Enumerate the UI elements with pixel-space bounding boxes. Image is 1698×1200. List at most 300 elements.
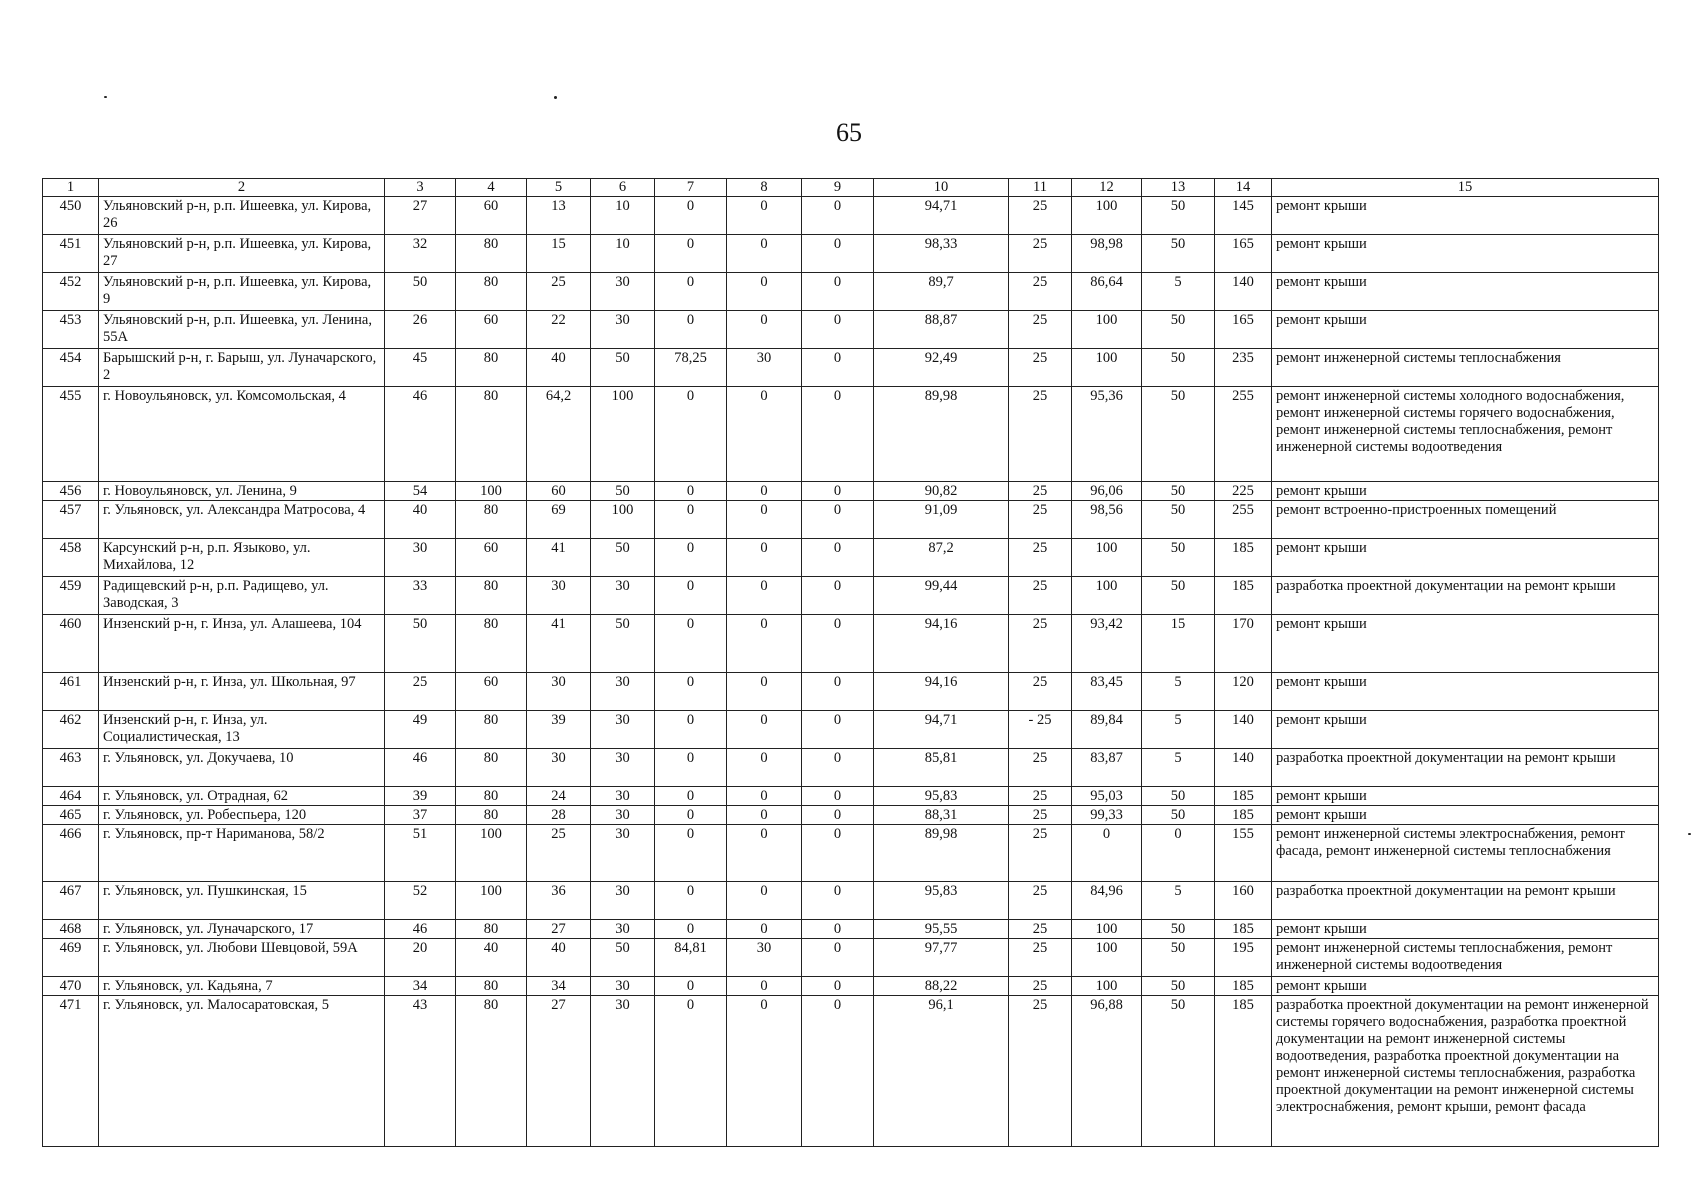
cell-row-number: 452	[43, 273, 99, 311]
column-header-4: 4	[456, 179, 527, 197]
cell-col-4: 80	[456, 749, 527, 787]
cell-col-13: 50	[1142, 939, 1215, 977]
cell-col-5: 64,2	[527, 387, 591, 482]
cell-col-7: 0	[655, 577, 727, 615]
cell-col-14: 185	[1215, 920, 1272, 939]
cell-col-10: 88,87	[874, 311, 1009, 349]
cell-col-10: 95,83	[874, 882, 1009, 920]
cell-work-description: разработка проектной документации на ремонт инженерной системы горячего водоснабжения, разработка проектной документации на ремонт инженерной системы водоотведения, разработка проектной документации на ремонт инженерной системы теплоснабжения, разработка проектной документации на ремонт инженерной системы электроснабжения, ремонт крыши, ремонт фасада	[1272, 996, 1659, 1147]
cell-work-description: ремонт крыши	[1272, 197, 1659, 235]
cell-col-12: 100	[1072, 920, 1142, 939]
cell-address: Карсунский р-н, р.п. Языково, ул. Михайлова, 12	[99, 539, 385, 577]
cell-col-13: 50	[1142, 787, 1215, 806]
cell-col-4: 60	[456, 197, 527, 235]
cell-col-8: 0	[727, 825, 802, 882]
cell-col-4: 80	[456, 349, 527, 387]
cell-col-10: 87,2	[874, 539, 1009, 577]
cell-col-11: 25	[1009, 311, 1072, 349]
cell-address: г. Ульяновск, ул. Любови Шевцовой, 59А	[99, 939, 385, 977]
cell-col-3: 51	[385, 825, 456, 882]
cell-work-description: ремонт крыши	[1272, 615, 1659, 673]
cell-col-5: 60	[527, 482, 591, 501]
table-row	[43, 996, 1659, 1147]
cell-col-4: 80	[456, 273, 527, 311]
cell-col-7: 0	[655, 825, 727, 882]
column-header-9: 9	[802, 179, 874, 197]
column-header-7: 7	[655, 179, 727, 197]
cell-col-14: 165	[1215, 235, 1272, 273]
cell-col-7: 0	[655, 673, 727, 711]
table-row	[43, 197, 1659, 235]
cell-col-3: 52	[385, 882, 456, 920]
cell-col-11: 25	[1009, 806, 1072, 825]
cell-col-13: 50	[1142, 349, 1215, 387]
cell-col-8: 0	[727, 387, 802, 482]
cell-col-10: 90,82	[874, 482, 1009, 501]
cell-col-7: 0	[655, 539, 727, 577]
header-row	[43, 179, 1659, 197]
cell-col-13: 5	[1142, 882, 1215, 920]
cell-col-9: 0	[802, 787, 874, 806]
cell-col-13: 50	[1142, 920, 1215, 939]
cell-col-11: 25	[1009, 749, 1072, 787]
cell-col-7: 0	[655, 482, 727, 501]
cell-col-9: 0	[802, 387, 874, 482]
cell-col-4: 80	[456, 501, 527, 539]
column-header-12: 12	[1072, 179, 1142, 197]
cell-row-number: 451	[43, 235, 99, 273]
cell-col-8: 30	[727, 349, 802, 387]
cell-col-6: 10	[591, 235, 655, 273]
cell-col-6: 50	[591, 939, 655, 977]
data-table	[42, 178, 1659, 1147]
cell-work-description: ремонт встроенно-пристроенных помещений	[1272, 501, 1659, 539]
cell-col-12: 96,88	[1072, 996, 1142, 1147]
cell-work-description: ремонт инженерной системы электроснабжения, ремонт фасада, ремонт инженерной системы теплоснабжения	[1272, 825, 1659, 882]
cell-col-7: 0	[655, 387, 727, 482]
table-row	[43, 711, 1659, 749]
cell-col-3: 37	[385, 806, 456, 825]
cell-col-7: 78,25	[655, 349, 727, 387]
cell-col-6: 30	[591, 920, 655, 939]
cell-row-number: 458	[43, 539, 99, 577]
cell-col-4: 100	[456, 882, 527, 920]
cell-col-5: 13	[527, 197, 591, 235]
cell-col-3: 54	[385, 482, 456, 501]
cell-col-6: 30	[591, 311, 655, 349]
cell-col-13: 5	[1142, 673, 1215, 711]
cell-col-6: 50	[591, 349, 655, 387]
cell-row-number: 453	[43, 311, 99, 349]
cell-col-11: 25	[1009, 920, 1072, 939]
cell-col-6: 30	[591, 825, 655, 882]
table-row	[43, 939, 1659, 977]
table-row	[43, 311, 1659, 349]
cell-address: г. Новоульяновск, ул. Комсомольская, 4	[99, 387, 385, 482]
cell-row-number: 455	[43, 387, 99, 482]
cell-row-number: 471	[43, 996, 99, 1147]
cell-row-number: 466	[43, 825, 99, 882]
cell-col-13: 50	[1142, 806, 1215, 825]
column-header-3: 3	[385, 179, 456, 197]
cell-col-5: 27	[527, 920, 591, 939]
cell-work-description: ремонт инженерной системы теплоснабжения, ремонт инженерной системы водоотведения	[1272, 939, 1659, 977]
cell-col-3: 39	[385, 787, 456, 806]
cell-col-14: 185	[1215, 577, 1272, 615]
cell-col-4: 80	[456, 711, 527, 749]
cell-col-14: 255	[1215, 387, 1272, 482]
cell-col-10: 89,7	[874, 273, 1009, 311]
cell-col-8: 0	[727, 749, 802, 787]
cell-col-3: 32	[385, 235, 456, 273]
cell-work-description: ремонт инженерной системы теплоснабжения	[1272, 349, 1659, 387]
cell-col-6: 50	[591, 615, 655, 673]
cell-col-6: 100	[591, 387, 655, 482]
cell-col-11: 25	[1009, 501, 1072, 539]
cell-col-13: 50	[1142, 311, 1215, 349]
cell-col-12: 100	[1072, 311, 1142, 349]
table-row	[43, 673, 1659, 711]
cell-col-8: 0	[727, 711, 802, 749]
cell-col-11: 25	[1009, 197, 1072, 235]
cell-col-14: 140	[1215, 711, 1272, 749]
cell-col-13: 15	[1142, 615, 1215, 673]
cell-col-4: 40	[456, 939, 527, 977]
cell-work-description: разработка проектной документации на ремонт крыши	[1272, 749, 1659, 787]
table-row	[43, 825, 1659, 882]
cell-work-description: ремонт крыши	[1272, 273, 1659, 311]
cell-col-9: 0	[802, 711, 874, 749]
cell-col-9: 0	[802, 501, 874, 539]
cell-work-description: ремонт инженерной системы холодного водоснабжения, ремонт инженерной системы горячего водоснабжения, ремонт инженерной системы теплоснабжения, ремонт инженерной системы водоотведения	[1272, 387, 1659, 482]
table-body	[43, 197, 1659, 1147]
cell-col-14: 225	[1215, 482, 1272, 501]
table-row	[43, 349, 1659, 387]
cell-col-3: 33	[385, 577, 456, 615]
cell-col-14: 195	[1215, 939, 1272, 977]
cell-col-12: 100	[1072, 349, 1142, 387]
cell-col-5: 41	[527, 539, 591, 577]
cell-col-14: 185	[1215, 787, 1272, 806]
cell-address: Инзенский р-н, г. Инза, ул. Школьная, 97	[99, 673, 385, 711]
cell-row-number: 457	[43, 501, 99, 539]
cell-col-4: 80	[456, 977, 527, 996]
cell-address: Инзенский р-н, г. Инза, ул. Социалистическая, 13	[99, 711, 385, 749]
column-header-13: 13	[1142, 179, 1215, 197]
cell-col-4: 80	[456, 577, 527, 615]
cell-col-13: 50	[1142, 501, 1215, 539]
cell-address: Радищевский р-н, р.п. Радищево, ул. Заводская, 3	[99, 577, 385, 615]
cell-col-7: 0	[655, 996, 727, 1147]
cell-col-12: 93,42	[1072, 615, 1142, 673]
cell-col-13: 50	[1142, 482, 1215, 501]
cell-col-8: 30	[727, 939, 802, 977]
cell-col-7: 0	[655, 882, 727, 920]
cell-col-11: 25	[1009, 235, 1072, 273]
cell-work-description: ремонт крыши	[1272, 920, 1659, 939]
cell-work-description: ремонт крыши	[1272, 787, 1659, 806]
cell-col-3: 46	[385, 920, 456, 939]
cell-col-7: 0	[655, 806, 727, 825]
cell-col-5: 41	[527, 615, 591, 673]
cell-col-8: 0	[727, 673, 802, 711]
cell-col-3: 50	[385, 615, 456, 673]
cell-col-12: 100	[1072, 539, 1142, 577]
cell-col-12: 86,64	[1072, 273, 1142, 311]
cell-col-10: 94,71	[874, 711, 1009, 749]
cell-col-5: 25	[527, 825, 591, 882]
cell-col-11: 25	[1009, 882, 1072, 920]
cell-col-11: 25	[1009, 825, 1072, 882]
cell-work-description: ремонт крыши	[1272, 539, 1659, 577]
column-header-1: 1	[43, 179, 99, 197]
cell-col-12: 0	[1072, 825, 1142, 882]
cell-col-10: 94,16	[874, 615, 1009, 673]
cell-address: г. Ульяновск, ул. Пушкинская, 15	[99, 882, 385, 920]
cell-col-12: 100	[1072, 577, 1142, 615]
cell-col-5: 24	[527, 787, 591, 806]
cell-col-14: 145	[1215, 197, 1272, 235]
cell-col-9: 0	[802, 197, 874, 235]
cell-work-description: ремонт крыши	[1272, 673, 1659, 711]
cell-col-8: 0	[727, 235, 802, 273]
cell-col-9: 0	[802, 235, 874, 273]
cell-col-13: 5	[1142, 749, 1215, 787]
cell-col-5: 69	[527, 501, 591, 539]
cell-col-10: 98,33	[874, 235, 1009, 273]
cell-address: Ульяновский р-н, р.п. Ишеевка, ул. Кирова, 9	[99, 273, 385, 311]
cell-col-10: 88,31	[874, 806, 1009, 825]
cell-col-9: 0	[802, 577, 874, 615]
cell-col-12: 100	[1072, 977, 1142, 996]
table-row	[43, 539, 1659, 577]
column-header-8: 8	[727, 179, 802, 197]
cell-row-number: 464	[43, 787, 99, 806]
cell-col-11: 25	[1009, 539, 1072, 577]
cell-col-12: 100	[1072, 197, 1142, 235]
cell-col-11: 25	[1009, 996, 1072, 1147]
cell-col-14: 185	[1215, 806, 1272, 825]
cell-address: г. Ульяновск, ул. Кадьяна, 7	[99, 977, 385, 996]
cell-col-12: 83,87	[1072, 749, 1142, 787]
cell-col-5: 34	[527, 977, 591, 996]
cell-col-3: 46	[385, 749, 456, 787]
cell-col-5: 30	[527, 577, 591, 615]
cell-col-12: 83,45	[1072, 673, 1142, 711]
cell-col-12: 84,96	[1072, 882, 1142, 920]
cell-col-8: 0	[727, 273, 802, 311]
cell-col-5: 15	[527, 235, 591, 273]
table-row	[43, 501, 1659, 539]
cell-col-12: 100	[1072, 939, 1142, 977]
cell-col-11: 25	[1009, 787, 1072, 806]
cell-col-5: 39	[527, 711, 591, 749]
cell-col-13: 50	[1142, 996, 1215, 1147]
table-row	[43, 977, 1659, 996]
cell-col-8: 0	[727, 787, 802, 806]
cell-col-14: 255	[1215, 501, 1272, 539]
cell-col-6: 30	[591, 711, 655, 749]
cell-col-14: 185	[1215, 996, 1272, 1147]
cell-col-6: 30	[591, 977, 655, 996]
cell-col-5: 27	[527, 996, 591, 1147]
cell-col-3: 25	[385, 673, 456, 711]
cell-address: Ульяновский р-н, р.п. Ишеевка, ул. Ленина, 55А	[99, 311, 385, 349]
cell-address: г. Ульяновск, ул. Отрадная, 62	[99, 787, 385, 806]
cell-col-9: 0	[802, 882, 874, 920]
cell-col-12: 95,36	[1072, 387, 1142, 482]
cell-col-4: 80	[456, 235, 527, 273]
cell-col-10: 97,77	[874, 939, 1009, 977]
cell-row-number: 467	[43, 882, 99, 920]
cell-col-13: 50	[1142, 577, 1215, 615]
table-row	[43, 882, 1659, 920]
cell-col-7: 0	[655, 977, 727, 996]
cell-col-10: 94,16	[874, 673, 1009, 711]
page-number: 65	[836, 118, 862, 147]
cell-col-9: 0	[802, 273, 874, 311]
cell-col-4: 80	[456, 787, 527, 806]
table-row	[43, 577, 1659, 615]
cell-col-4: 80	[456, 387, 527, 482]
cell-row-number: 459	[43, 577, 99, 615]
cell-work-description: ремонт крыши	[1272, 806, 1659, 825]
cell-col-3: 49	[385, 711, 456, 749]
cell-col-14: 235	[1215, 349, 1272, 387]
cell-address: г. Ульяновск, ул. Александра Матросова, 4	[99, 501, 385, 539]
cell-col-3: 30	[385, 539, 456, 577]
cell-col-10: 91,09	[874, 501, 1009, 539]
table-row	[43, 806, 1659, 825]
cell-row-number: 469	[43, 939, 99, 977]
cell-col-14: 160	[1215, 882, 1272, 920]
table-row	[43, 387, 1659, 482]
cell-col-6: 100	[591, 501, 655, 539]
cell-col-4: 100	[456, 825, 527, 882]
cell-col-14: 120	[1215, 673, 1272, 711]
cell-col-3: 50	[385, 273, 456, 311]
column-header-6: 6	[591, 179, 655, 197]
cell-col-9: 0	[802, 825, 874, 882]
cell-col-3: 34	[385, 977, 456, 996]
cell-col-6: 30	[591, 673, 655, 711]
cell-col-7: 0	[655, 711, 727, 749]
cell-col-3: 26	[385, 311, 456, 349]
cell-col-8: 0	[727, 882, 802, 920]
cell-row-number: 456	[43, 482, 99, 501]
cell-col-8: 0	[727, 996, 802, 1147]
cell-col-8: 0	[727, 806, 802, 825]
cell-address: г. Новоульяновск, ул. Ленина, 9	[99, 482, 385, 501]
cell-col-7: 0	[655, 787, 727, 806]
cell-row-number: 465	[43, 806, 99, 825]
cell-col-8: 0	[727, 577, 802, 615]
cell-col-8: 0	[727, 977, 802, 996]
cell-col-12: 98,98	[1072, 235, 1142, 273]
table-row	[43, 273, 1659, 311]
cell-col-12: 98,56	[1072, 501, 1142, 539]
cell-col-3: 40	[385, 501, 456, 539]
cell-col-7: 0	[655, 273, 727, 311]
cell-col-7: 0	[655, 311, 727, 349]
cell-col-4: 80	[456, 615, 527, 673]
cell-address: Барышский р-н, г. Барыш, ул. Луначарского, 2	[99, 349, 385, 387]
cell-address: Ульяновский р-н, р.п. Ишеевка, ул. Кирова, 27	[99, 235, 385, 273]
cell-col-7: 0	[655, 615, 727, 673]
cell-col-12: 99,33	[1072, 806, 1142, 825]
cell-address: г. Ульяновск, ул. Луначарского, 17	[99, 920, 385, 939]
cell-col-11: 25	[1009, 349, 1072, 387]
cell-col-9: 0	[802, 920, 874, 939]
cell-col-9: 0	[802, 977, 874, 996]
table-row	[43, 235, 1659, 273]
cell-col-4: 60	[456, 311, 527, 349]
cell-col-8: 0	[727, 311, 802, 349]
cell-col-5: 22	[527, 311, 591, 349]
cell-row-number: 463	[43, 749, 99, 787]
cell-col-9: 0	[802, 615, 874, 673]
cell-col-14: 140	[1215, 749, 1272, 787]
cell-col-11: 25	[1009, 387, 1072, 482]
cell-col-7: 0	[655, 920, 727, 939]
cell-col-10: 95,55	[874, 920, 1009, 939]
cell-work-description: ремонт крыши	[1272, 311, 1659, 349]
cell-col-9: 0	[802, 482, 874, 501]
cell-col-12: 95,03	[1072, 787, 1142, 806]
cell-col-7: 0	[655, 749, 727, 787]
cell-col-5: 40	[527, 349, 591, 387]
cell-col-6: 30	[591, 996, 655, 1147]
cell-col-8: 0	[727, 615, 802, 673]
cell-col-12: 89,84	[1072, 711, 1142, 749]
scan-speck	[1688, 833, 1691, 835]
cell-col-8: 0	[727, 197, 802, 235]
cell-col-8: 0	[727, 920, 802, 939]
cell-row-number: 450	[43, 197, 99, 235]
scan-speck	[104, 96, 107, 98]
column-header-15: 15	[1272, 179, 1659, 197]
cell-col-7: 84,81	[655, 939, 727, 977]
cell-col-3: 20	[385, 939, 456, 977]
cell-col-9: 0	[802, 539, 874, 577]
cell-col-4: 100	[456, 482, 527, 501]
cell-col-3: 43	[385, 996, 456, 1147]
cell-col-7: 0	[655, 197, 727, 235]
cell-col-14: 140	[1215, 273, 1272, 311]
cell-col-10: 85,81	[874, 749, 1009, 787]
cell-col-9: 0	[802, 939, 874, 977]
cell-col-11: - 25	[1009, 711, 1072, 749]
cell-col-13: 50	[1142, 235, 1215, 273]
cell-col-13: 50	[1142, 977, 1215, 996]
cell-col-10: 94,71	[874, 197, 1009, 235]
cell-col-10: 89,98	[874, 387, 1009, 482]
cell-col-9: 0	[802, 311, 874, 349]
cell-row-number: 468	[43, 920, 99, 939]
cell-col-10: 92,49	[874, 349, 1009, 387]
cell-address: г. Ульяновск, пр-т Нариманова, 58/2	[99, 825, 385, 882]
cell-col-8: 0	[727, 501, 802, 539]
cell-col-5: 40	[527, 939, 591, 977]
cell-col-11: 25	[1009, 939, 1072, 977]
cell-row-number: 461	[43, 673, 99, 711]
cell-col-13: 0	[1142, 825, 1215, 882]
cell-col-6: 30	[591, 882, 655, 920]
cell-col-4: 80	[456, 806, 527, 825]
cell-work-description: разработка проектной документации на ремонт крыши	[1272, 577, 1659, 615]
cell-col-14: 185	[1215, 539, 1272, 577]
cell-col-5: 36	[527, 882, 591, 920]
